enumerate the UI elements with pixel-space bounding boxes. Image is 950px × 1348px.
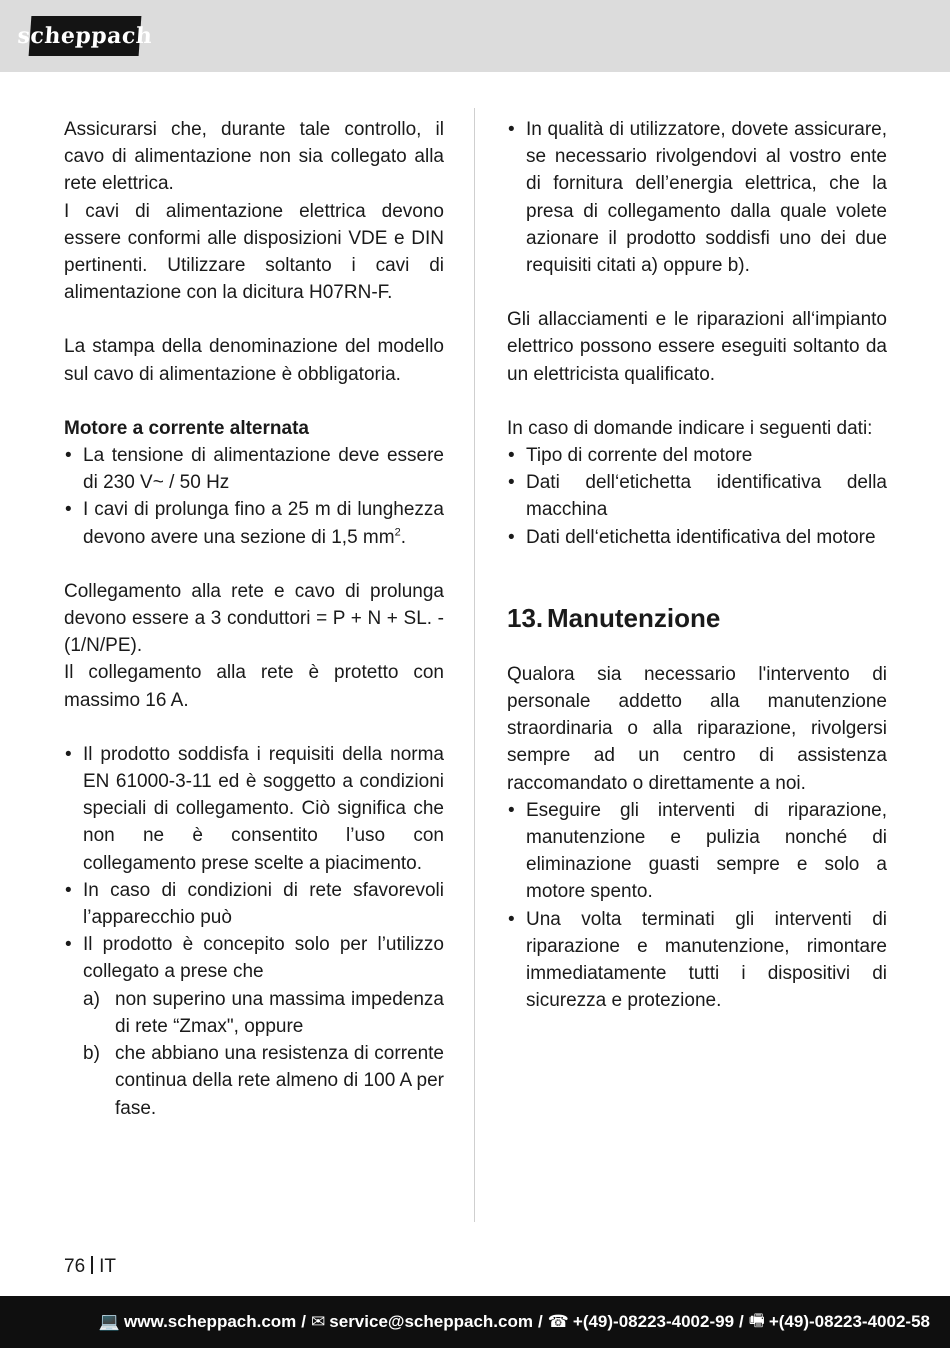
column-divider	[474, 108, 475, 1222]
sub-list-marker: a)	[83, 988, 100, 1010]
paragraph: La stampa della denominazione del modello sul cavo di alimentazione è obbligatoria.	[64, 336, 444, 385]
paragraph: In caso di domande indicare i seguenti dati:	[507, 417, 873, 439]
contact-footer	[0, 1296, 950, 1348]
sub-list-text: non superino una massima impedenza di rete “Zmax", oppure	[115, 988, 444, 1037]
bullet-item: • Dati dell‘etichetta identificativa della macchina	[507, 469, 887, 523]
bullet-text-end: .	[400, 526, 406, 548]
section-title	[507, 603, 887, 633]
paragraph: Assicurarsi che, durante tale controllo, il cavo di alimentazione non sia collegato alla rete elettrica.	[64, 119, 444, 195]
section-number: 13.	[507, 602, 544, 633]
bullet-item: • Il prodotto è concepito solo per l’utilizzo collegato a prese che	[64, 931, 444, 985]
page-number	[64, 1256, 116, 1278]
footer-separator: /	[739, 1312, 744, 1331]
brand-logo: scheppach	[29, 16, 142, 56]
superscript: 2	[394, 526, 401, 539]
section-heading: Motore a corrente alternata	[64, 417, 309, 439]
sub-list-text: che abbiano una resistenza di corrente continua della rete almeno di 100 A per fase.	[115, 1043, 444, 1119]
bullet-item: • Una volta terminati gli interventi di riparazione e manutenzione, rimontare immediatamente tutti i dispositivi di sicurezza e protezione.	[507, 906, 887, 1015]
sub-list-item	[64, 1040, 444, 1122]
email-link[interactable]: service@scheppach.com	[329, 1312, 533, 1331]
bullet-text: I cavi di prolunga fino a 25 m di lunghezza devono avere una sezione di 1,5 mm	[83, 499, 444, 548]
bullet-item: • Tipo di corrente del motore	[507, 442, 887, 469]
computer-icon: 💻	[98, 1312, 121, 1331]
left-column	[64, 116, 444, 1122]
page-number-value: 76	[64, 1256, 86, 1277]
fax-number: +(49)-08223-4002-58	[768, 1312, 930, 1331]
footer-separator: /	[537, 1312, 543, 1331]
paragraph: Gli allacciamenti e le riparazioni all‘impianto elettrico possono essere eseguiti soltanto da un elettricista qualificato.	[507, 309, 887, 385]
bullet-item: • Eseguire gli interventi di riparazione, manutenzione e pulizia nonché di eliminazione guasti sempre e solo a motore spento.	[507, 797, 887, 906]
phone-icon: ☎	[547, 1312, 569, 1331]
paragraph: Il collegamento alla rete è protetto con massimo 16 A.	[64, 662, 444, 711]
email-icon: ✉	[311, 1312, 326, 1331]
page-number-separator	[91, 1256, 93, 1274]
sub-list-item	[64, 986, 444, 1040]
bullet-item	[64, 496, 444, 550]
bullet-item: • In qualità di utilizzatore, dovete assicurare, se necessario rivolgendovi al vostro ente di fornitura dell’energia elettrica, che la presa di collegamento dalla quale volete azionare il prodotto soddisfi uno dei due requisiti citati a) oppure b).	[507, 116, 887, 279]
section-title-text: Manutenzione	[547, 602, 721, 633]
language-code: IT	[99, 1256, 117, 1277]
footer-separator: /	[301, 1312, 307, 1331]
paragraph: Collegamento alla rete e cavo di prolunga devono essere a 3 conduttori = P + N + SL. - (1/N/PE).	[64, 580, 444, 657]
sub-list-marker: b)	[83, 1043, 100, 1065]
website-link[interactable]: www.scheppach.com	[124, 1312, 297, 1331]
page-header	[0, 0, 950, 72]
fax-icon: 🖷	[748, 1310, 765, 1330]
phone-number[interactable]: +(49)-08223-4002-99	[572, 1312, 735, 1331]
bullet-item: • La tensione di alimentazione deve essere di 230 V~ / 50 Hz	[64, 442, 444, 496]
bullet-item: • Il prodotto soddisfa i requisiti della norma EN 61000-3-11 ed è soggetto a condizioni speciali di collegamento. Ciò significa che non ne è consentito l’uso con collegamento prese scelte a piacimento.	[64, 741, 444, 877]
bullet-item: • In caso di condizioni di rete sfavorevoli l’apparecchio può	[64, 877, 444, 931]
paragraph: Qualora sia necessario l'intervento di personale addetto alla manutenzione straordinaria o alla riparazione, rivolgersi sempre ad un centro di assistenza raccomandato o direttamente a noi.	[507, 663, 887, 794]
paragraph: I cavi di alimentazione elettrica devono essere conformi alle disposizioni VDE e DIN pertinenti. Utilizzare soltanto i cavi di alimentazione con la dicitura H07RN-F.	[64, 200, 444, 304]
bullet-item: • Dati dell‘etichetta identificativa del motore	[507, 524, 887, 551]
right-column	[507, 116, 887, 1014]
